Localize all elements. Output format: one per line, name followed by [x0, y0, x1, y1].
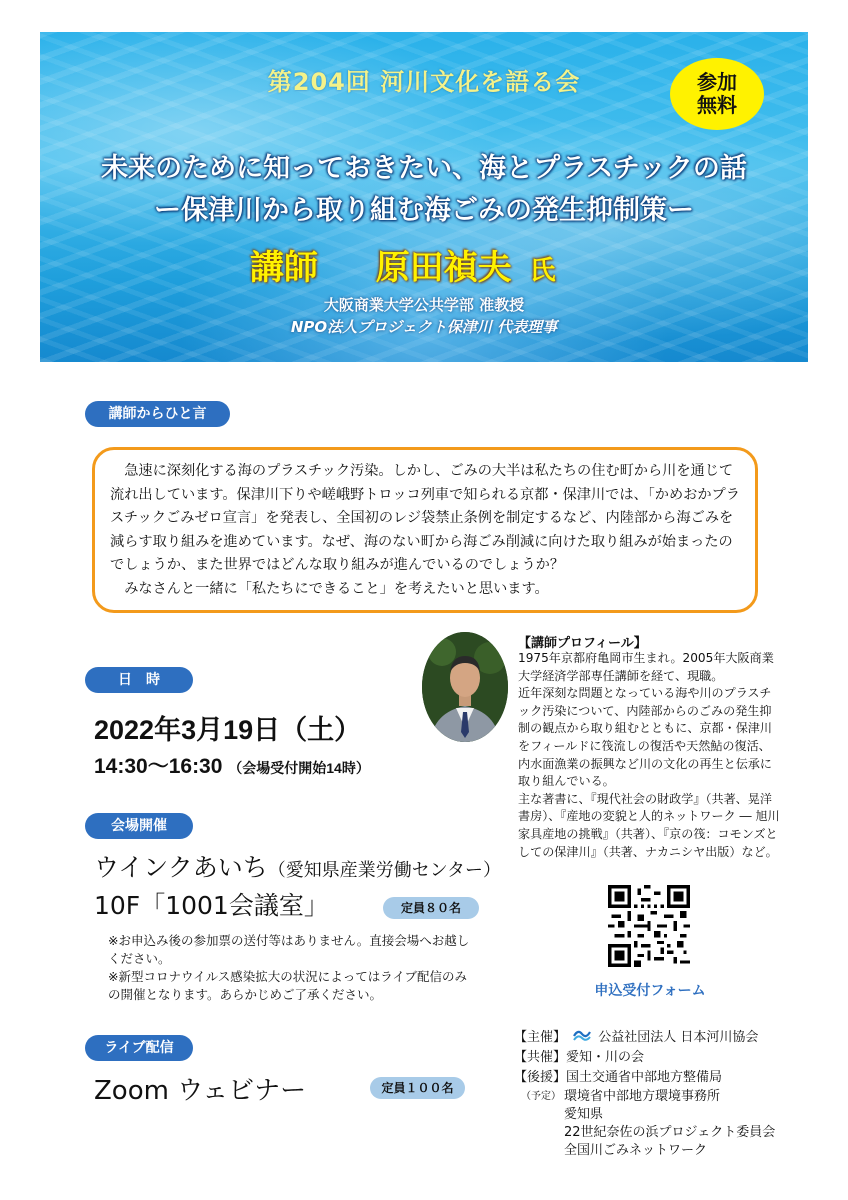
live-pill: ライブ配信 — [85, 1035, 193, 1061]
venue-pill: 会場開催 — [85, 813, 193, 839]
profile-paragraph: 主な著書に、『現代社会の財政学』（共著、晃洋書房）、『産地の変貌と人的ネットワーク ― 旭川家具産地の挑戦』（共著）、『京の筏：コモンズとしての保津川』（共著、ナカニシヤ出版）など。 — [518, 791, 780, 859]
planned-supporter: 環境省中部地方環境事務所 — [564, 1089, 721, 1104]
support-label: 【後援】 — [514, 1070, 567, 1085]
message-pill: 講師からひと言 — [85, 401, 230, 427]
main-title: 未来のために知っておきたい、海とプラスチックの話 — [101, 153, 747, 184]
speaker-affiliation-2: NPO法人プロジェクト保津川 代表理事 — [290, 318, 558, 336]
event-time-range: 14:30〜16:30 — [94, 755, 223, 778]
event-time — [94, 750, 370, 780]
profile-paragraph: 1975年京都府亀岡市生まれ。2005年大阪商業大学経済学部専任講師を経て、現職。 — [518, 651, 774, 683]
date-pill: 日 時 — [85, 667, 193, 693]
header-banner — [40, 32, 808, 362]
speaker-prefix: 講師 — [250, 248, 318, 288]
speaker-portrait-image — [422, 632, 508, 742]
cohost-label: 【共催】 — [514, 1050, 567, 1065]
venue-name — [94, 848, 501, 884]
message-text — [110, 460, 746, 602]
free-badge-line1: 参加 — [697, 70, 737, 94]
application-qr-code[interactable] — [608, 885, 690, 967]
organizer-support — [514, 1066, 722, 1085]
venue-note-2: ※新型コロナウイルス感染拡大の状況によってはライブ配信のみの開催となります。あらかじめご了承ください。 — [108, 969, 467, 1002]
speaker-honorific: 氏 — [529, 256, 556, 286]
speaker-line — [250, 240, 556, 289]
event-date: 2022年3月19日（土） — [94, 715, 362, 745]
planned-supporter: 愛知県 — [564, 1107, 604, 1122]
speaker-affiliation-1: 大阪商業大学公共学部 准教授 — [323, 296, 525, 314]
venue-room: 10F「1001会議室」 — [94, 891, 329, 920]
sub-title: ー保津川から取り組む海ごみの発生抑制策ー — [154, 195, 694, 226]
free-badge-line2: 無料 — [697, 93, 737, 117]
message-paragraph: 急速に深刻化する海のプラスチック汚染。しかし、ごみの大半は私たちの住む町から川を通じて流れ出しています。保津川下りや嵯峨野トロッコ列車で知られる京都・保津川では、「かめおかプラスチックごみゼロ宣言」を発表し、全国初のレジ袋禁止条例を制定するなど、内陸部から海ごみを減らす取り組みを進めています。なぜ、海のない町から海ごみ削減に向けた取り組みが始まったのでしょうか、また世界ではどんな取り組みが進んでいるのでしょうか？ — [110, 463, 740, 574]
live-capacity-badge: 定員１００名 — [370, 1077, 465, 1099]
host-name: 公益社団法人 日本河川協会 — [598, 1030, 759, 1045]
series-title: 第204回 河川文化を語る会 — [267, 68, 581, 96]
application-form-label[interactable]: 申込受付フォーム — [594, 983, 706, 999]
message-paragraph: みなさんと一緒に「私たちにできること」を考えたいと思います。 — [124, 580, 549, 597]
venue-note-1: ※お申込み後の参加票の送付等はありません。直接会場へお越しください。 — [108, 933, 470, 966]
profile-paragraph: 近年深刻な問題となっている海や川のプラスチック汚染について、内陸部からのごみの発生抑制の観点から取り組むとともに、京都・保津川をフィールドに筏流しの復活や天然鮎の復活、内水面漁業の振興など川の文化の再生と伝承に取り組んでいる。 — [518, 686, 772, 789]
speaker-photo — [422, 632, 508, 742]
host-label: 【主催】 — [514, 1030, 567, 1045]
planned-supporter: 22世紀奈佐の浜プロジェクト委員会 — [564, 1125, 776, 1140]
speaker-name: 原田禎夫 — [375, 248, 512, 288]
venue-capacity-badge: 定員８０名 — [383, 897, 479, 919]
planned-supporter: 全国川ごみネットワーク — [564, 1143, 708, 1158]
free-badge — [670, 58, 764, 130]
profile-heading: 【講師プロフィール】 — [518, 636, 647, 651]
profile-body — [518, 650, 780, 861]
live-platform: Zoom ウェビナー — [94, 1076, 307, 1106]
venue-name-main: ウインクあいち — [94, 853, 268, 882]
organizer-host — [514, 1026, 758, 1045]
venue-name-sub: （愛知県産業労働センター） — [267, 860, 502, 881]
event-time-note: （会場受付開始14時） — [228, 760, 370, 776]
cohost-name: 愛知・川の会 — [566, 1050, 645, 1065]
planned-label: （予定） — [521, 1091, 561, 1102]
river-association-logo-icon — [573, 1028, 591, 1044]
support-name: 国土交通省中部地方整備局 — [566, 1070, 723, 1085]
organizer-cohost — [514, 1046, 644, 1065]
